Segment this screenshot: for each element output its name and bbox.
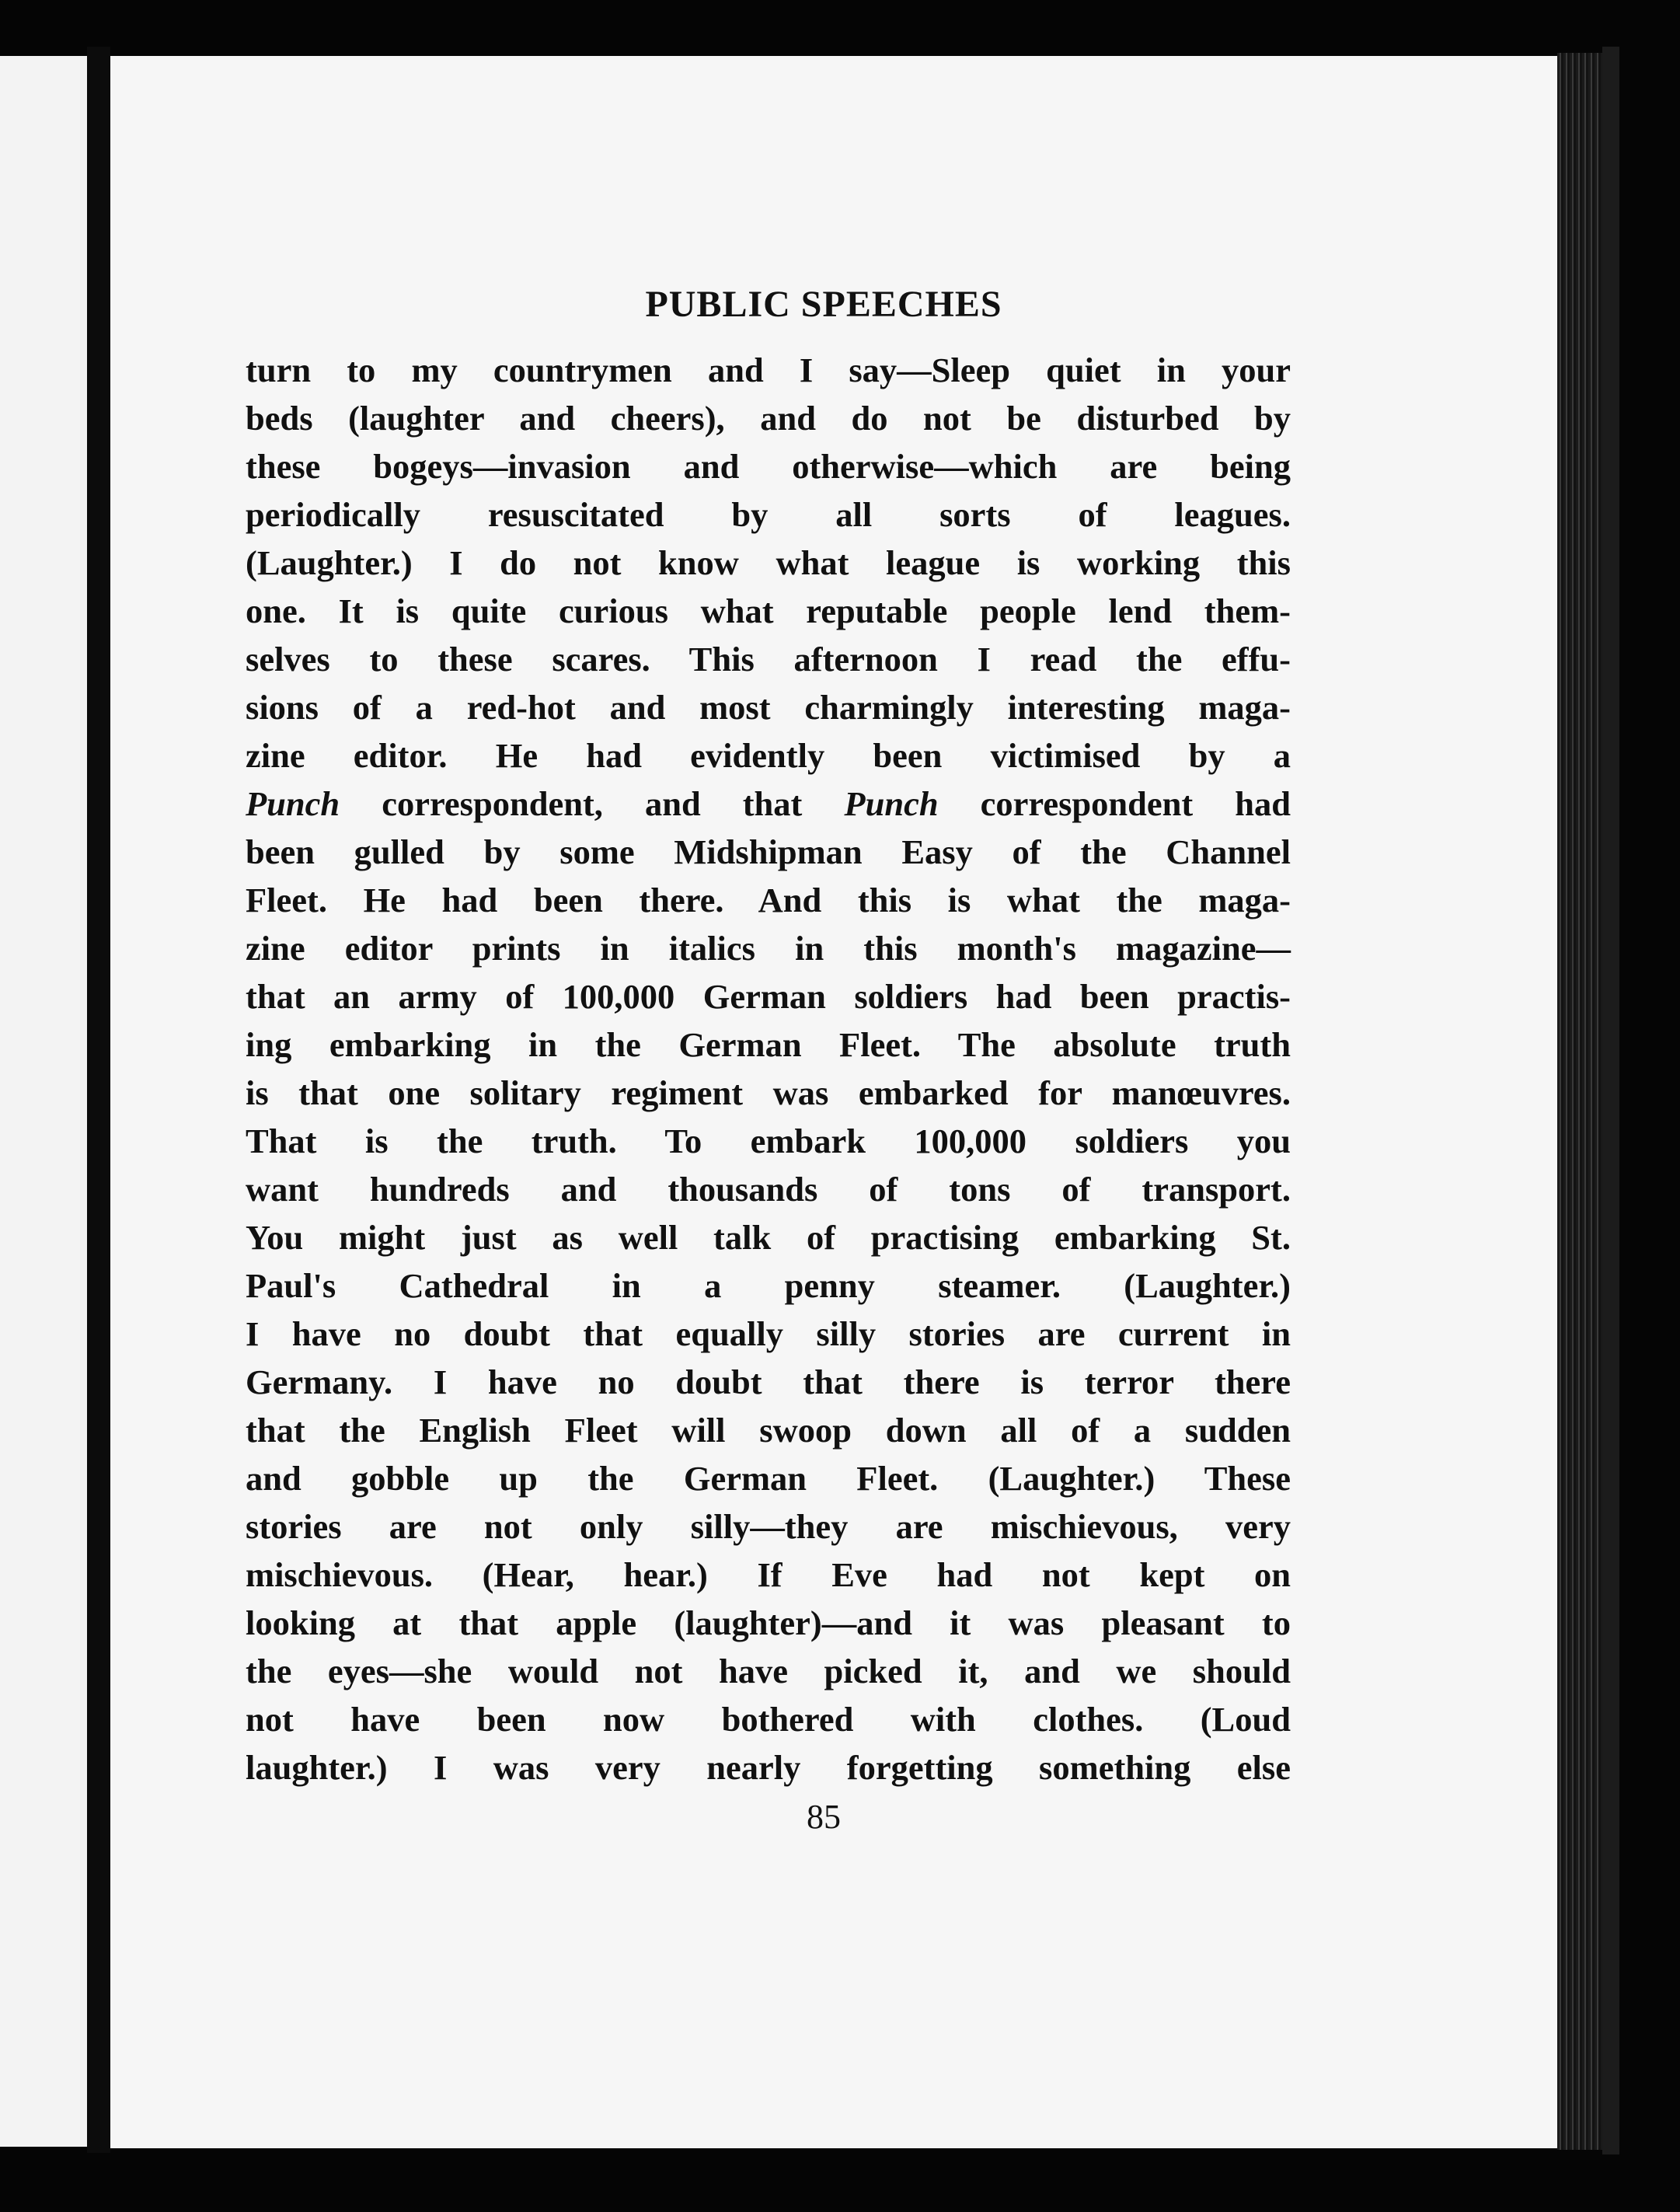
- text-line: not have been now bothered with clothes. (Loud: [246, 1700, 1291, 1739]
- book-cover-edge: [1602, 47, 1619, 2154]
- text-line: zine editor. He had evidently been victimised by a: [246, 736, 1291, 775]
- text-line: and gobble up the German Fleet. (Laughter.) These: [246, 1459, 1291, 1498]
- book-gutter: [87, 47, 110, 2153]
- italic-title: Punch: [844, 784, 939, 823]
- text-line: Germany. I have no doubt that there is terror there: [246, 1362, 1291, 1401]
- text-line: (Laughter.) I do not know what league is working this: [246, 543, 1291, 582]
- text-line: Paul's Cathedral in a penny steamer. (Laughter.): [246, 1266, 1291, 1305]
- text-line: looking at that apple (laughter)—and it was pleasant to: [246, 1603, 1291, 1642]
- text-line: stories are not only silly—they are mischievous, very: [246, 1507, 1291, 1546]
- text-line: sions of a red-hot and most charmingly interesting maga-: [246, 688, 1291, 727]
- text-line: periodically resuscitated by all sorts of leagues.: [246, 495, 1291, 534]
- text-line: that the English Fleet will swoop down all of a sudden: [246, 1411, 1291, 1450]
- text-line: Fleet. He had been there. And this is what the maga-: [246, 881, 1291, 919]
- text-line: that an army of 100,000 German soldiers had been practis-: [246, 977, 1291, 1016]
- text-line-italic-punch: Punch correspondent, and that Punch correspondent had: [246, 784, 1291, 823]
- text-line: want hundreds and thousands of tons of transport.: [246, 1170, 1291, 1209]
- text-line: turn to my countrymen and I say—Sleep quiet in your: [246, 351, 1291, 389]
- text-line: zine editor prints in italics in this month's magazine—: [246, 929, 1291, 968]
- book-block-edge: [1557, 53, 1602, 2150]
- text-line: mischievous. (Hear, hear.) If Eve had not kept on: [246, 1555, 1291, 1594]
- text-line: ing embarking in the German Fleet. The absolute truth: [246, 1025, 1291, 1064]
- text-line: I have no doubt that equally silly stories are current in: [246, 1314, 1291, 1353]
- text-line: You might just as well talk of practising embarking St.: [246, 1218, 1291, 1257]
- text-line: beds (laughter and cheers), and do not be disturbed by: [246, 399, 1291, 438]
- text-line: selves to these scares. This afternoon I read the effu-: [246, 640, 1291, 679]
- text-line: been gulled by some Midshipman Easy of the Channel: [246, 832, 1291, 871]
- text-line: is that one solitary regiment was embarked for manœuvres.: [246, 1073, 1291, 1112]
- previous-page-edge: [0, 56, 87, 2147]
- running-head: PUBLIC SPEECHES: [645, 284, 1002, 325]
- text-line: one. It is quite curious what reputable people lend them-: [246, 591, 1291, 630]
- text-line: That is the truth. To embark 100,000 soldiers you: [246, 1122, 1291, 1160]
- text-line: these bogeys—invasion and otherwise—which are being: [246, 447, 1291, 486]
- italic-title: Punch: [246, 784, 340, 823]
- page-number: 85: [807, 1798, 841, 1836]
- book-page: [110, 56, 1563, 2148]
- text-line: the eyes—she would not have picked it, and we should: [246, 1652, 1291, 1690]
- text-line: laughter.) I was very nearly forgetting something else: [246, 1748, 1291, 1787]
- body-text: [246, 346, 1291, 1792]
